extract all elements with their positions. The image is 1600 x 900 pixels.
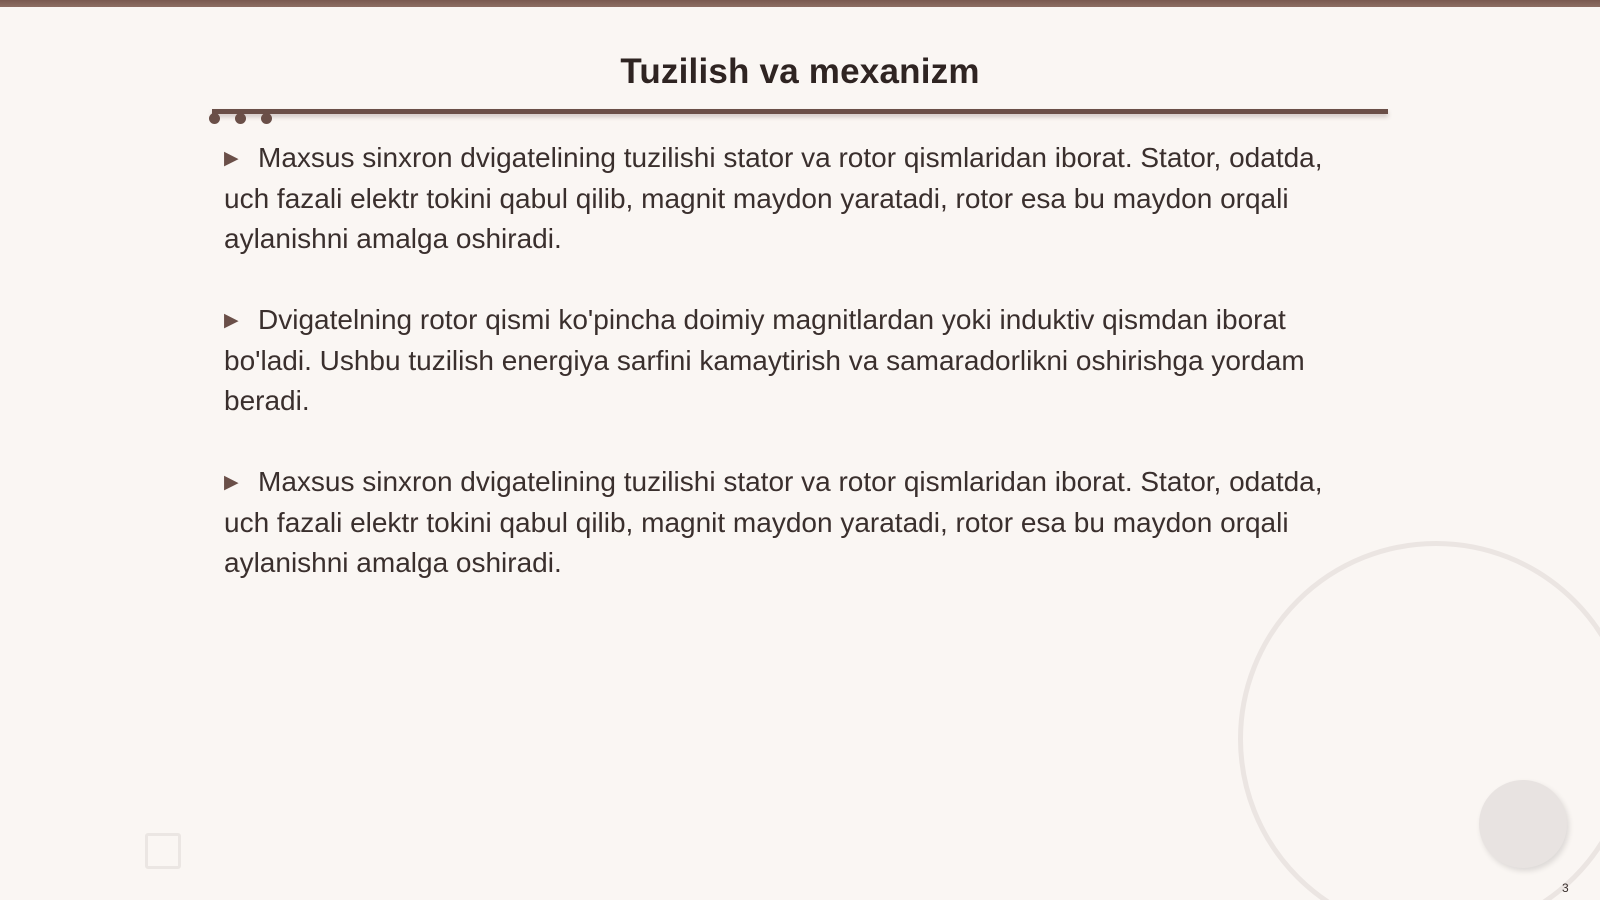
decorative-square	[145, 833, 181, 869]
bullet-list	[224, 138, 1344, 624]
title-divider	[212, 109, 1388, 114]
right-triangle-icon: ▶	[224, 472, 239, 493]
decorative-dot	[261, 113, 272, 124]
decorative-dot	[209, 113, 220, 124]
bullet-item	[224, 300, 1344, 421]
bullet-item	[224, 462, 1344, 583]
decorative-circle-filled	[1479, 780, 1567, 868]
right-triangle-icon: ▶	[224, 310, 239, 331]
decorative-dot	[235, 113, 246, 124]
bullet-text: Maxsus sinxron dvigatelining tuzilishi stator va rotor qismlaridan iborat. Stator, odatda, uch fazali elektr tokini qabul qilib, magnit maydon yaratadi, rotor esa bu maydon orqali aylanishni amalga oshiradi.	[224, 142, 1323, 254]
bullet-item	[224, 138, 1344, 259]
bullet-text: Dvigatelning rotor qismi ko'pincha doimiy magnitlardan yoki induktiv qismdan iborat bo'ladi. Ushbu tuzilish energiya sarfini kamaytirish va samaradorlikni oshirishga yordam beradi.	[224, 304, 1305, 416]
slide-number: 3	[1562, 881, 1569, 895]
top-accent-strip	[0, 0, 1600, 7]
bullet-text: Maxsus sinxron dvigatelining tuzilishi stator va rotor qismlaridan iborat. Stator, odatda, uch fazali elektr tokini qabul qilib, magnit maydon yaratadi, rotor esa bu maydon orqali aylanishni amalga oshiradi.	[224, 466, 1323, 578]
slide-title: Tuzilish va mexanizm	[620, 52, 980, 91]
right-triangle-icon: ▶	[224, 148, 239, 169]
